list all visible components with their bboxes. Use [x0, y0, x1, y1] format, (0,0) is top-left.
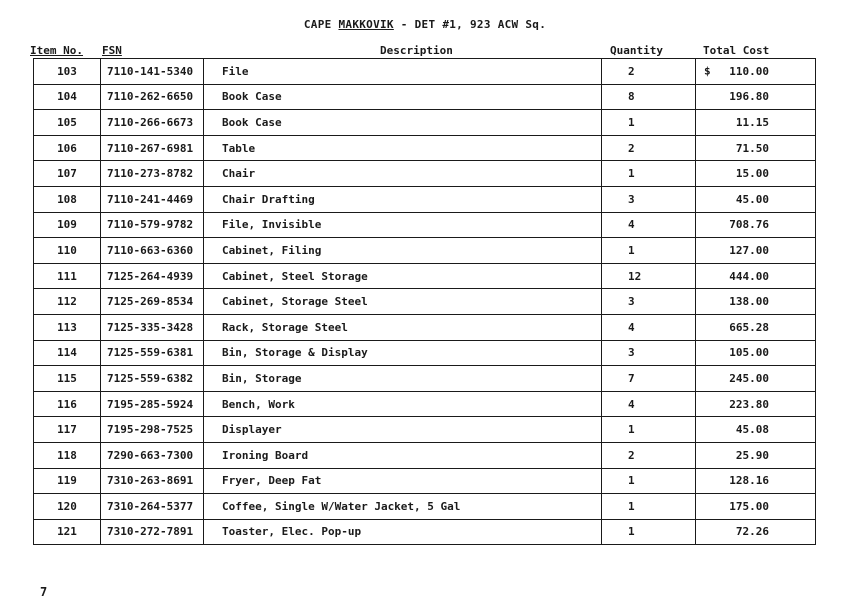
- item-no-value: 115: [57, 371, 77, 385]
- fsn-cell: [101, 519, 204, 545]
- description-cell: [204, 238, 602, 264]
- fsn-cell: [101, 135, 204, 161]
- item-no-cell: [34, 468, 101, 494]
- table-row: [34, 84, 816, 110]
- quantity-value: 3: [628, 192, 635, 206]
- fsn-cell: [101, 59, 204, 85]
- total-cost-value: 665.28: [729, 320, 769, 334]
- fsn-value: 7310-272-7891: [107, 525, 194, 539]
- fsn-value: 7110-267-6981: [107, 141, 194, 155]
- total-cost-value: 128.16: [729, 474, 769, 488]
- total-cost-cell: [696, 519, 816, 545]
- item-no-value: 114: [57, 346, 77, 360]
- total-cost-value: 71.50: [735, 141, 769, 155]
- total-cost-value: 708.76: [729, 218, 769, 232]
- quantity-value: 4: [628, 218, 635, 232]
- quantity-value: 7: [628, 371, 635, 385]
- item-no-cell: [34, 135, 101, 161]
- description-cell: [204, 135, 602, 161]
- total-cost-cell: [696, 186, 816, 212]
- quantity-value: 1: [628, 525, 635, 539]
- quantity-cell: [602, 161, 696, 187]
- fsn-cell: [101, 186, 204, 212]
- quantity-value: 3: [628, 295, 635, 309]
- total-cost-value: 175.00: [729, 499, 769, 513]
- item-no-cell: [34, 494, 101, 520]
- fsn-cell: [101, 391, 204, 417]
- total-cost-cell: [696, 314, 816, 340]
- quantity-cell: [602, 110, 696, 136]
- fsn-cell: [101, 289, 204, 315]
- item-no-cell: [34, 238, 101, 264]
- table-row: [34, 314, 816, 340]
- fsn-cell: [101, 340, 204, 366]
- table-row: [34, 135, 816, 161]
- description-cell: [204, 186, 602, 212]
- fsn-cell: [101, 212, 204, 238]
- total-cost-cell: [696, 417, 816, 443]
- description-value: File, Invisible: [222, 218, 322, 232]
- fsn-cell: [101, 314, 204, 340]
- description-cell: [204, 314, 602, 340]
- fsn-value: 7310-264-5377: [107, 499, 194, 513]
- description-value: File: [222, 64, 249, 78]
- fsn-value: 7125-269-8534: [107, 295, 194, 309]
- table-row: [34, 519, 816, 545]
- item-no-value: 113: [57, 320, 77, 334]
- total-cost-value: 72.26: [735, 525, 769, 539]
- item-no-cell: [34, 212, 101, 238]
- item-no-value: 119: [57, 474, 77, 488]
- total-cost-cell: [696, 442, 816, 468]
- currency-symbol: $: [704, 64, 711, 78]
- quantity-value: 1: [628, 499, 635, 513]
- description-cell: [204, 84, 602, 110]
- total-cost-cell: [696, 84, 816, 110]
- fsn-value: 7195-285-5924: [107, 397, 194, 411]
- fsn-cell: [101, 161, 204, 187]
- fsn-cell: [101, 84, 204, 110]
- table-row: [34, 263, 816, 289]
- description-value: Chair: [222, 167, 256, 181]
- fsn-value: 7125-559-6381: [107, 346, 194, 360]
- description-cell: [204, 59, 602, 85]
- total-cost-cell: [696, 289, 816, 315]
- header-description: Description: [380, 44, 453, 57]
- total-cost-cell: [696, 391, 816, 417]
- item-no-value: 121: [57, 525, 77, 539]
- quantity-value: 1: [628, 167, 635, 181]
- item-no-cell: [34, 519, 101, 545]
- page-number: 7: [40, 585, 48, 599]
- total-cost-value: 138.00: [729, 295, 769, 309]
- item-no-value: 104: [57, 90, 77, 104]
- fsn-cell: [101, 494, 204, 520]
- quantity-cell: [602, 186, 696, 212]
- total-cost-cell: [696, 263, 816, 289]
- item-no-value: 112: [57, 295, 77, 309]
- item-no-cell: [34, 186, 101, 212]
- quantity-cell: [602, 519, 696, 545]
- item-no-cell: [34, 417, 101, 443]
- description-value: Book Case: [222, 115, 282, 129]
- quantity-cell: [602, 340, 696, 366]
- item-no-value: 105: [57, 115, 77, 129]
- quantity-cell: [602, 468, 696, 494]
- total-cost-value: 110.00: [729, 64, 769, 78]
- table-row: [34, 340, 816, 366]
- quantity-cell: [602, 238, 696, 264]
- description-cell: [204, 417, 602, 443]
- description-cell: [204, 110, 602, 136]
- fsn-value: 7110-579-9782: [107, 218, 194, 232]
- fsn-cell: [101, 263, 204, 289]
- fsn-value: 7110-273-8782: [107, 167, 194, 181]
- item-no-value: 120: [57, 499, 77, 513]
- description-value: Ironing Board: [222, 448, 309, 462]
- quantity-value: 2: [628, 141, 635, 155]
- header-item-no: Item No.: [30, 44, 83, 57]
- description-value: Rack, Storage Steel: [222, 320, 348, 334]
- fsn-value: 7110-241-4469: [107, 192, 194, 206]
- quantity-cell: [602, 135, 696, 161]
- quantity-value: 1: [628, 115, 635, 129]
- total-cost-value: 25.90: [735, 448, 769, 462]
- item-no-cell: [34, 314, 101, 340]
- quantity-value: 8: [628, 90, 635, 104]
- table-row: [34, 59, 816, 85]
- fsn-value: 7110-266-6673: [107, 115, 194, 129]
- item-no-value: 109: [57, 218, 77, 232]
- fsn-value: 7195-298-7525: [107, 423, 194, 437]
- total-cost-cell: [696, 366, 816, 392]
- fsn-cell: [101, 238, 204, 264]
- table-row: [34, 442, 816, 468]
- header-fsn: FSN: [102, 44, 122, 57]
- quantity-cell: [602, 59, 696, 85]
- total-cost-value: 245.00: [729, 371, 769, 385]
- description-cell: [204, 391, 602, 417]
- table-row: [34, 289, 816, 315]
- description-value: Toaster, Elec. Pop-up: [222, 525, 362, 539]
- fsn-value: 7125-335-3428: [107, 320, 194, 334]
- fsn-value: 7110-663-6360: [107, 243, 194, 257]
- item-no-cell: [34, 340, 101, 366]
- description-cell: [204, 289, 602, 315]
- description-cell: [204, 519, 602, 545]
- total-cost-cell: [696, 468, 816, 494]
- description-value: Fryer, Deep Fat: [222, 474, 322, 488]
- title-underlined: MAKKOVIK: [338, 18, 394, 31]
- item-no-value: 111: [57, 269, 77, 283]
- item-no-value: 110: [57, 243, 77, 257]
- item-no-cell: [34, 84, 101, 110]
- fsn-cell: [101, 110, 204, 136]
- fsn-value: 7125-559-6382: [107, 371, 194, 385]
- fsn-value: 7110-262-6650: [107, 90, 194, 104]
- table-row: [34, 417, 816, 443]
- table-row: [34, 110, 816, 136]
- description-value: Chair Drafting: [222, 192, 315, 206]
- quantity-cell: [602, 84, 696, 110]
- description-value: Cabinet, Filing: [222, 243, 322, 257]
- item-no-value: 117: [57, 423, 77, 437]
- total-cost-value: 105.00: [729, 346, 769, 360]
- item-no-cell: [34, 366, 101, 392]
- total-cost-value: 45.08: [735, 423, 769, 437]
- table-row: [34, 468, 816, 494]
- description-value: Displayer: [222, 423, 282, 437]
- description-cell: [204, 212, 602, 238]
- description-cell: [204, 263, 602, 289]
- total-cost-value: 223.80: [729, 397, 769, 411]
- item-no-cell: [34, 263, 101, 289]
- total-cost-cell: [696, 59, 816, 85]
- total-cost-cell: [696, 340, 816, 366]
- quantity-value: 3: [628, 346, 635, 360]
- total-cost-value: 45.00: [735, 192, 769, 206]
- quantity-cell: [602, 442, 696, 468]
- table-row: [34, 238, 816, 264]
- table-row: [34, 161, 816, 187]
- fsn-value: 7290-663-7300: [107, 448, 194, 462]
- description-value: Bin, Storage & Display: [222, 346, 368, 360]
- quantity-cell: [602, 263, 696, 289]
- quantity-value: 4: [628, 397, 635, 411]
- total-cost-cell: [696, 135, 816, 161]
- quantity-cell: [602, 391, 696, 417]
- total-cost-cell: [696, 110, 816, 136]
- fsn-cell: [101, 417, 204, 443]
- description-cell: [204, 442, 602, 468]
- description-value: Bin, Storage: [222, 371, 302, 385]
- description-value: Cabinet, Steel Storage: [222, 269, 368, 283]
- quantity-value: 1: [628, 423, 635, 437]
- total-cost-cell: [696, 212, 816, 238]
- fsn-value: 7110-141-5340: [107, 64, 194, 78]
- description-cell: [204, 468, 602, 494]
- description-value: Bench, Work: [222, 397, 295, 411]
- item-no-cell: [34, 161, 101, 187]
- total-cost-value: 196.80: [729, 90, 769, 104]
- item-no-cell: [34, 110, 101, 136]
- fsn-cell: [101, 442, 204, 468]
- fsn-cell: [101, 468, 204, 494]
- quantity-cell: [602, 366, 696, 392]
- quantity-cell: [602, 417, 696, 443]
- description-cell: [204, 340, 602, 366]
- fsn-value: 7310-263-8691: [107, 474, 194, 488]
- quantity-value: 4: [628, 320, 635, 334]
- header-quantity: Quantity: [610, 44, 663, 57]
- item-no-cell: [34, 442, 101, 468]
- description-value: Table: [222, 141, 256, 155]
- item-no-cell: [34, 391, 101, 417]
- item-no-value: 103: [57, 64, 77, 78]
- quantity-value: 2: [628, 448, 635, 462]
- quantity-cell: [602, 289, 696, 315]
- total-cost-cell: [696, 238, 816, 264]
- inventory-table: [33, 58, 815, 545]
- document-title: [0, 18, 850, 31]
- fsn-cell: [101, 366, 204, 392]
- quantity-cell: [602, 212, 696, 238]
- total-cost-value: 127.00: [729, 243, 769, 257]
- quantity-value: 12: [628, 269, 642, 283]
- table-row: [34, 494, 816, 520]
- table-row: [34, 366, 816, 392]
- total-cost-value: 444.00: [729, 269, 769, 283]
- quantity-cell: [602, 314, 696, 340]
- total-cost-value: 11.15: [735, 115, 769, 129]
- quantity-value: 1: [628, 243, 635, 257]
- table-row: [34, 212, 816, 238]
- description-cell: [204, 161, 602, 187]
- table-body: [34, 59, 816, 545]
- item-no-value: 108: [57, 192, 77, 206]
- item-no-value: 107: [57, 167, 77, 181]
- item-no-cell: [34, 289, 101, 315]
- quantity-value: 1: [628, 474, 635, 488]
- description-value: Book Case: [222, 90, 282, 104]
- item-no-value: 116: [57, 397, 77, 411]
- quantity-cell: [602, 494, 696, 520]
- header-total-cost: Total Cost: [703, 44, 770, 57]
- total-cost-cell: [696, 161, 816, 187]
- item-no-cell: [34, 59, 101, 85]
- title-prefix: CAPE: [303, 18, 339, 31]
- description-cell: [204, 366, 602, 392]
- description-cell: [204, 494, 602, 520]
- item-no-value: 106: [57, 141, 77, 155]
- fsn-value: 7125-264-4939: [107, 269, 194, 283]
- title-suffix: - DET #1, 923 ACW Sq.: [393, 18, 547, 31]
- description-value: Cabinet, Storage Steel: [222, 295, 368, 309]
- description-value: Coffee, Single W/Water Jacket, 5 Gal: [222, 499, 461, 513]
- table-row: [34, 391, 816, 417]
- quantity-value: 2: [628, 64, 635, 78]
- total-cost-value: 15.00: [735, 167, 769, 181]
- item-no-value: 118: [57, 448, 77, 462]
- total-cost-cell: [696, 494, 816, 520]
- table-row: [34, 186, 816, 212]
